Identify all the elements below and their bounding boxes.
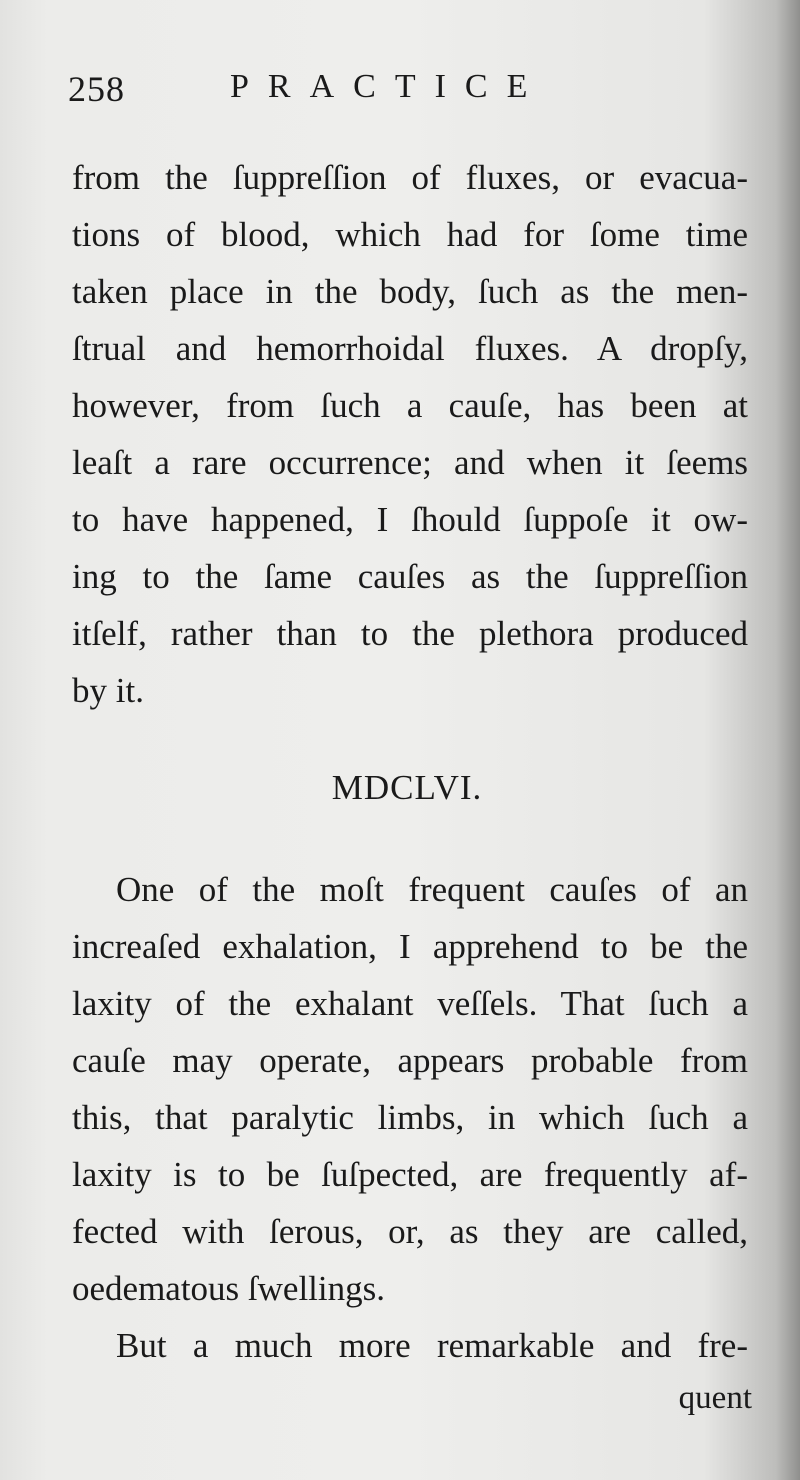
- text-line: however, from ſuch a cauſe, has been at: [72, 386, 748, 425]
- text-line: cauſe may operate, appears probable from: [72, 1041, 748, 1080]
- text-line: tions of blood, which had for ſome time: [72, 215, 748, 254]
- text-line: ing to the ſame cauſes as the ſuppreſſion: [72, 557, 748, 596]
- text-line: this, that paralytic limbs, in which ſuch a: [72, 1098, 748, 1137]
- text-line: One of the moſt frequent cauſes of an: [116, 870, 748, 909]
- page-number: 258: [68, 69, 125, 109]
- text-line: from the ſuppreſſion of fluxes, or evacua-: [72, 158, 748, 197]
- running-title: PRACTICE: [230, 68, 547, 105]
- running-head: [68, 68, 628, 118]
- text-line: laxity of the exhalant veſſels. That ſuch a: [72, 984, 748, 1023]
- text-line: ſtrual and hemorrhoidal fluxes. A dropſy,: [72, 329, 748, 368]
- text-line: to have happened, I ſhould ſuppoſe it ow-: [72, 500, 748, 539]
- text-line: laxity is to be ſuſpected, are frequently af-: [72, 1155, 748, 1194]
- text-line: by it.: [72, 671, 144, 710]
- section-heading: MDCLVI.: [331, 768, 483, 807]
- text-line: leaſt a rare occurrence; and when it ſeems: [72, 443, 748, 482]
- text-line: But a much more remarkable and fre-: [116, 1326, 748, 1365]
- text-line: increaſed exhalation, I apprehend to be the: [72, 927, 748, 966]
- text-line: taken place in the body, ſuch as the men-: [72, 272, 748, 311]
- text-line: oedematous ſwellings.: [72, 1269, 386, 1308]
- catchword: quent: [678, 1380, 752, 1416]
- text-line: fected with ſerous, or, as they are called,: [72, 1212, 748, 1251]
- text-line: itſelf, rather than to the plethora produced: [72, 614, 748, 653]
